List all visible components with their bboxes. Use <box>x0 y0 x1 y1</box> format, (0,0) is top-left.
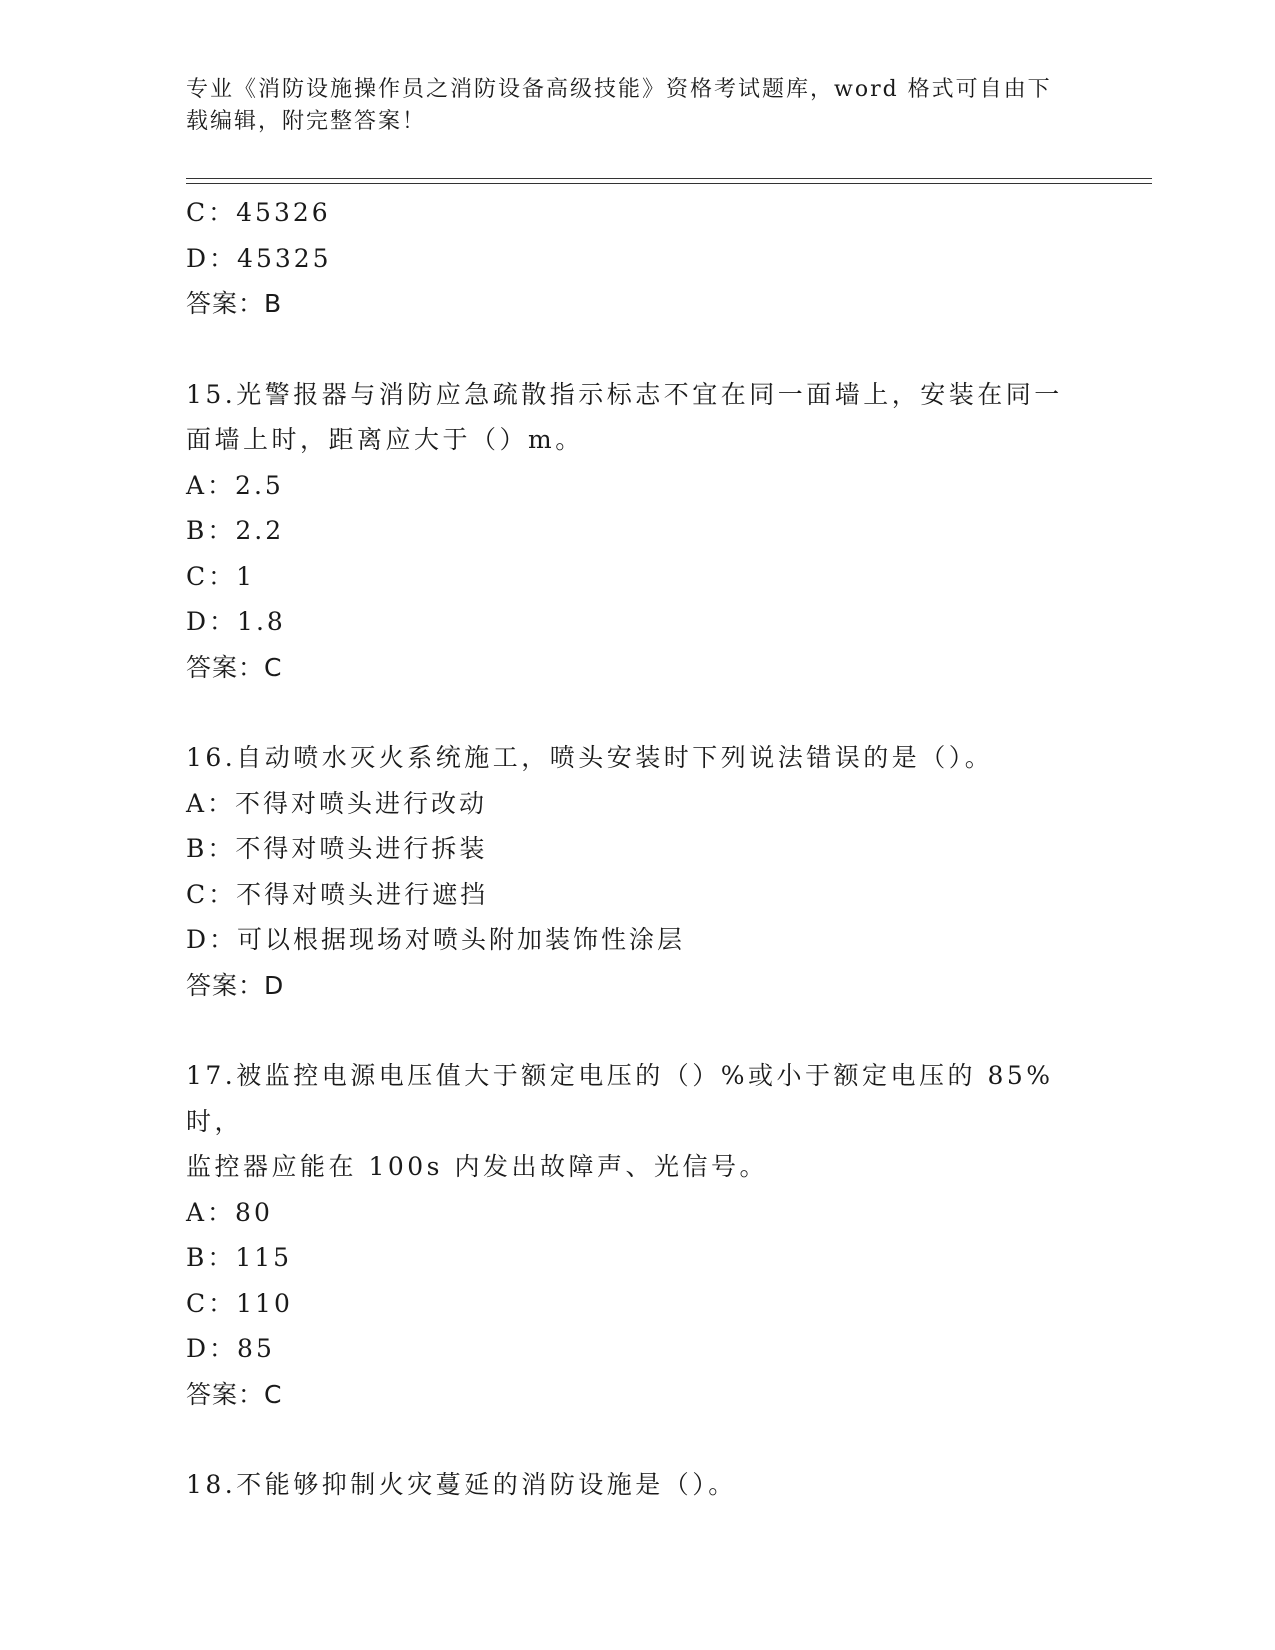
document-header <box>186 74 1066 138</box>
option-b: B：115 <box>186 1243 293 1272</box>
option-d: D：85 <box>186 1334 275 1363</box>
spacer <box>186 1417 1086 1462</box>
option-b: B：2.2 <box>186 516 285 545</box>
spacer <box>186 327 1086 372</box>
spacer <box>186 690 1086 735</box>
option-d: D：45325 <box>186 243 332 273</box>
question-stem-line-1: 16.自动喷水灭火系统施工，喷头安装时下列说法错误的是（）。 <box>186 743 994 772</box>
question-stem-line-2: 监控器应能在 100s 内发出故障声、光信号。 <box>186 1152 768 1181</box>
header-divider-bottom <box>186 183 1152 184</box>
question-stem-line-1: 18.不能够抑制火灾蔓延的消防设施是（）。 <box>186 1470 737 1499</box>
question-content <box>186 190 1086 1508</box>
question-15 <box>186 372 1086 691</box>
answer-line: 答案：D <box>186 970 285 1000</box>
option-c: C：45326 <box>186 198 331 227</box>
option-c: C：110 <box>186 1288 293 1318</box>
header-divider-top <box>186 178 1152 179</box>
header-title-line-1: 专业《消防设施操作员之消防设备高级技能》资格考试题库，word 格式可自由下 <box>186 77 1052 102</box>
spacer <box>186 1008 1086 1053</box>
question-18 <box>186 1462 1086 1508</box>
option-d: D：1.8 <box>186 607 286 636</box>
question-stem-line-1: 17.被监控电源电压值大于额定电压的（）%或小于额定电压的 85%时， <box>186 1061 1054 1136</box>
answer-line: 答案：B <box>186 289 283 318</box>
option-a: A：2.5 <box>186 470 284 500</box>
option-a: A：80 <box>186 1197 273 1227</box>
option-d: D：可以根据现场对喷头附加装饰性涂层 <box>186 925 686 954</box>
question-17 <box>186 1053 1086 1417</box>
question-14-tail <box>186 190 1086 327</box>
question-stem-line-1: 15.光警报器与消防应急疏散指示标志不宜在同一面墙上，安装在同一 <box>186 379 1063 409</box>
question-stem-line-2: 面墙上时，距离应大于（）m。 <box>186 425 584 454</box>
answer-line: 答案：C <box>186 1379 283 1409</box>
option-a: A：不得对喷头进行改动 <box>186 788 488 818</box>
option-c: C：1 <box>186 561 256 591</box>
answer-line: 答案：C <box>186 652 283 682</box>
header-title-line-2: 载编辑，附完整答案！ <box>186 109 427 134</box>
question-16 <box>186 735 1086 1008</box>
option-b: B：不得对喷头进行拆装 <box>186 834 488 863</box>
option-c: C：不得对喷头进行遮挡 <box>186 879 489 909</box>
